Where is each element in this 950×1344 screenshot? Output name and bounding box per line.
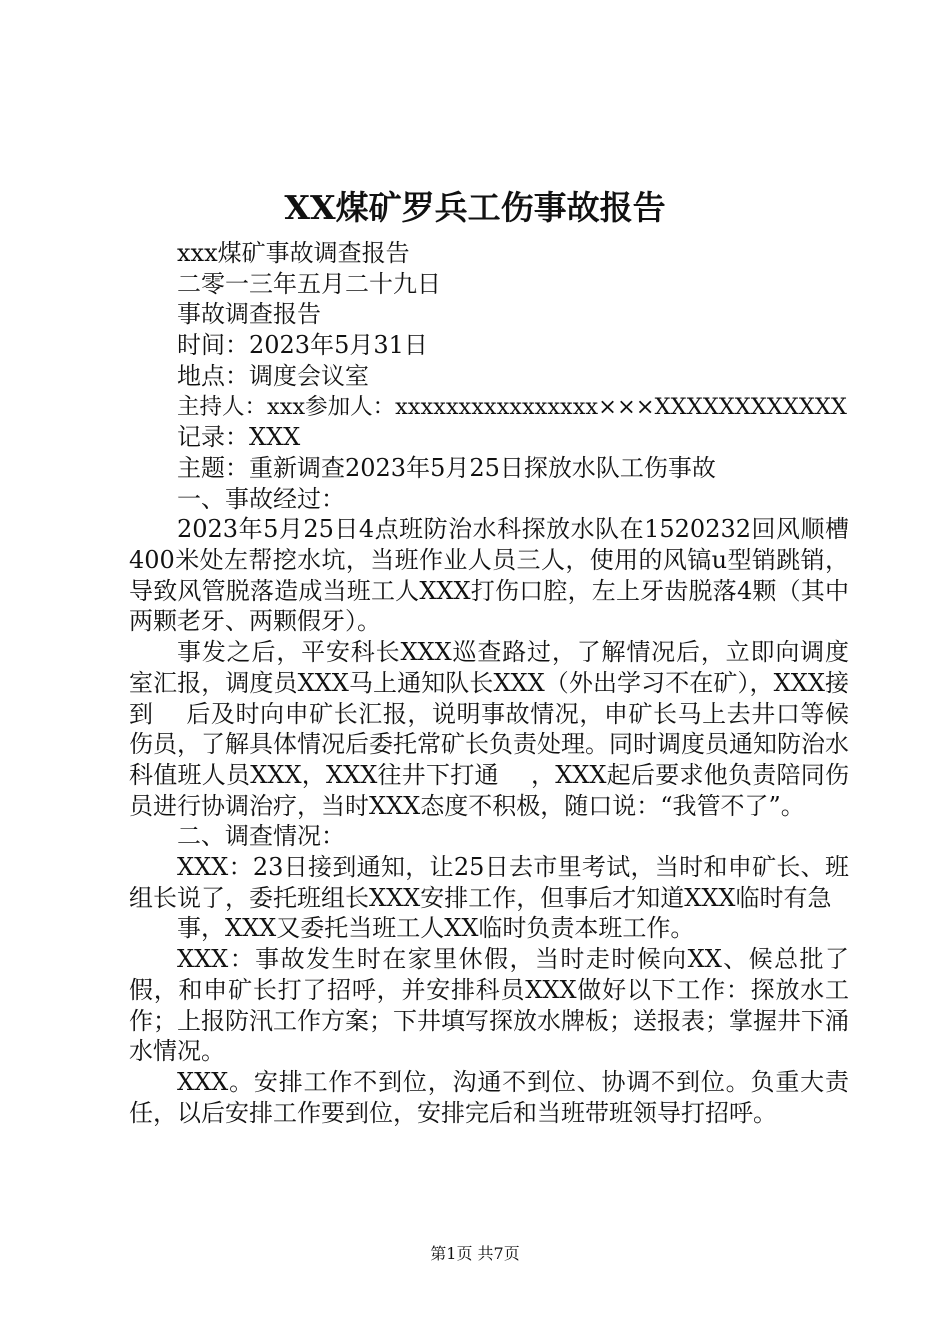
document-body — [129, 238, 849, 1128]
paragraph-statement-3: XXX。安排工作不到位，沟通不到位、协调不到位。负重大责任，以后安排工作要到位，安排完后和当班带班领导打招呼。 — [129, 1067, 849, 1127]
paragraph-statement-2: XXX：事故发生时在家里休假，当时走时候向XX、候总批了假，和申矿长打了招呼，并安排科员XXX做好以下工作：探放水工作；上报防汛工作方案；下井填写探放水牌板；送报表；掌握井下涌水情况。 — [129, 945, 849, 1066]
paragraph-statement-1-cont: 事，XXX又委托当班工人XX临时负责本班工作。 — [177, 914, 695, 943]
paragraph-location: 地点：调度会议室 — [177, 361, 369, 390]
section-heading-accident: 一、事故经过： — [177, 484, 345, 513]
paragraph-accident-details: 2023年5月25日4点班防治水科探放水队在1520232回风顺槽400米处左帮挖水坑，当班作业人员三人，使用的风镐u型销跳销，导致风管脱落造成当班工人XXX打伤口腔，左上牙齿脱落4颗（其中两颗老牙、两颗假牙）。 — [129, 515, 849, 636]
paragraph-time: 时间：2023年5月31日 — [177, 331, 428, 360]
paragraph-host-participants: 主持人：xxx参加人：xxxxxxxxxxxxxxxx×××XXXXXXXXXXXX — [177, 393, 847, 420]
paragraph-subject: 主题：重新调查2023年5月25日探放水队工伤事故 — [177, 453, 716, 482]
paragraph-report-heading: 事故调查报告 — [177, 300, 321, 329]
paragraph-report-name: xxx煤矿事故调查报告 — [177, 239, 410, 267]
paragraph-statement-1: XXX：23日接到通知，让25日去市里考试，当时和申矿长、班组长说了，委托班组长XXX安排工作，但事后才知道XXX临时有急 — [129, 853, 849, 912]
paragraph-aftermath: 事发之后，平安科长XXX巡查路过，了解情况后，立即向调度室汇报，调度员XXX马上通知队长XXX（外出学习不在矿），XXX接到 后及时向申矿长汇报，说明事故情况，申矿长马上去井口等候伤员，了解具体情况后委托常矿长负责处理。同时调度员通知防治水科值班人员XXX，XXX往井下打通 ，XXX起后要求他负责陪同伤员进行协调治疗，当时XXX态度不积极，随口说：“我管不了”。 — [129, 638, 849, 820]
page-footer: 第1页 共7页 — [430, 1244, 520, 1263]
document-title: XX煤矿罗兵工伤事故报告 — [284, 188, 666, 227]
paragraph-recorder: 记录：XXX — [177, 423, 301, 452]
section-heading-investigation: 二、调查情况： — [177, 822, 345, 851]
paragraph-report-date: 二零一三年五月二十九日 — [177, 269, 441, 298]
